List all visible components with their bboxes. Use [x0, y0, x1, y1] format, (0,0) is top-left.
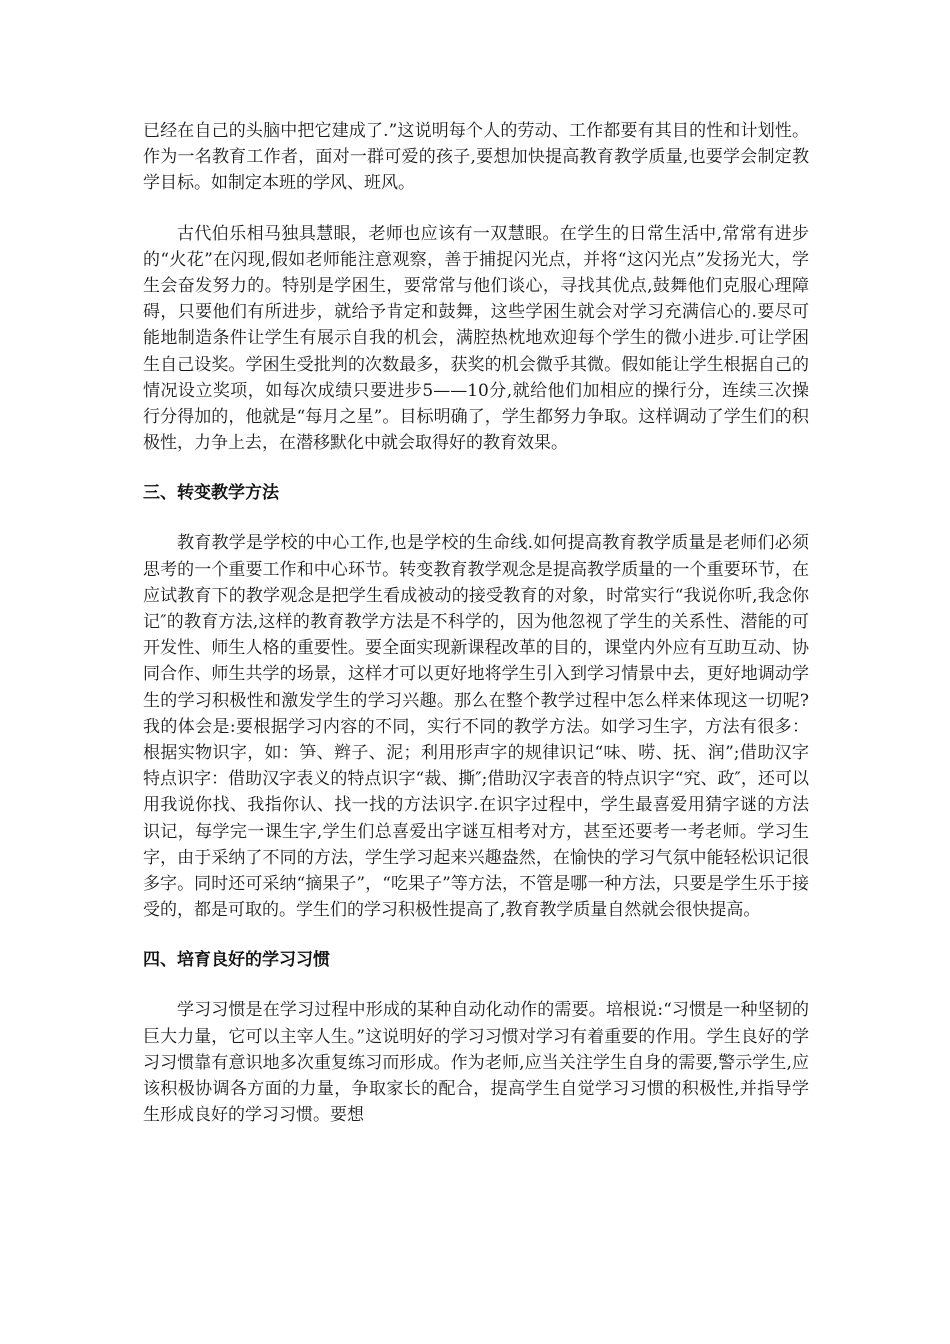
body-paragraph-4: 学习习惯是在学习过程中形成的某种自动化动作的需要。培根说:“习惯是一种坚韧的巨大力量，它可以主宰人生。”这说明好的学习习惯对学习有着重要的作用。学生良好的学习习惯靠有意识地多次重复练习而形成。作为老师,应当关注学生自身的需要,警示学生,应该积极协调各方面的力量，争取家长的配合，提高学生自觉学习习惯的积极性,并指导学生形成良好的学习习惯。要想 — [143, 1000, 809, 1126]
body-paragraph-2: 古代伯乐相马独具慧眼，老师也应该有一双慧眼。在学生的日常生活中,常常有进步的“火花”在闪现,假如老师能注意观察，善于捕捉闪光点，并将“这闪光点”发扬光大，学生会奋发努力的。特别是学困生，要常常与他们谈心，寻找其优点,鼓舞他们克服心理障碍，只要他们有所进步，就给予肯定和鼓舞，这些学困生就会对学习充满信心的.要尽可能地制造条件让学生有展示自我的机会，满腔热枕地欢迎每个学生的微小进步.可让学困生自己设奖。学困生受批判的次数最多，获奖的机会微乎其微。假如能让学生根据自己的情况设立奖项，如每次成绩只要进步5——10分,就给他们加相应的操行分，连续三次操行分得加的，他就是“每月之星”。目标明确了，学生都努力争取。这样调动了学生们的积极性，力争上去，在潜移默化中就会取得好的教育效果。 — [143, 223, 809, 454]
body-paragraph-3: 教育教学是学校的中心工作,也是学校的生命线.如何提高教育教学质量是老师们必须思考的一个重要工作和中心环节。转变教育教学观念是提高教学质量的一个重要环节，在应试教育下的教学观念是把学生看成被动的接受教育的对象，时常实行“我说你听,我念你记″的教育方法,这样的教育教学方法是不科学的，因为他忽视了学生的关系性、潜能的可开发性、师生人格的重要性。要全面实现新课程改革的目的，课堂内外应有互助互动、协同合作、师生共学的场景，这样才可以更好地将学生引入到学习情景中去，更好地调动学生的学习积极性和激发学生的学习兴趣。那么在整个教学过程中怎么样来体现这一切呢?我的体会是:要根据学习内容的不同，实行不同的教学方法。如学习生字，方法有很多：根据实物识字，如：笋、辫子、泥；利用形声字的规律识记“味、唠、抚、润”;借助汉字特点识字：借助汉字表义的特点识字“裁、撕″;借助汉字表音的特点识字“究、政″，还可以用我说你找、我指你认、找一找的方法识字.在识字过程中，学生最喜爱用猜字谜的方法识记，每学完一课生字,学生们总喜爱出字谜互相考对方，甚至还要考一考老师。学习生字，由于采纳了不同的方法，学生学习起来兴趣盎然，在愉快的学习气氛中能轻松识记很多字。同时还可采纳“摘果子”，“吃果子”等方法，不管是哪一种方法，只要是学生乐于接受的，都是可取的。学生们的学习积极性提高了,教育教学质量自然就会很快提高。 — [143, 533, 809, 921]
section-heading-3: 三、转变教学方法 — [143, 483, 279, 504]
document-body — [143, 118, 809, 1153]
section-heading-4: 四、培育良好的学习习惯 — [143, 950, 330, 971]
body-paragraph-1: 已经在自己的头脑中把它建成了.”这说明每个人的劳动、工作都要有其目的性和计划性。作为一名教育工作者，面对一群可爱的孩子,要想加快提高教育教学质量,也要学会制定教学目标。如制定本班的学风、班风。 — [143, 121, 809, 194]
